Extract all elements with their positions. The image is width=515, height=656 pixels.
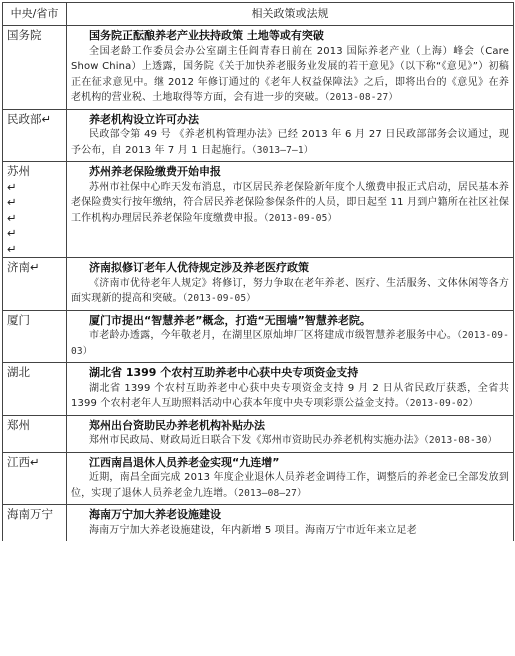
region-cell [3,363,67,416]
policy-text: 郑州市民政局、财政局近日联合下发《郑州市资助民办养老机构实施办法》 [89,435,424,446]
policy-body [71,127,509,158]
table-header-row [3,3,514,26]
region-cell [3,258,67,311]
region-cell [3,162,67,258]
region-label: 民政部↵ [7,111,52,126]
region-cell [3,310,67,363]
policy-cell [67,162,514,258]
region-label: 厦门 [7,312,30,327]
policy-title: 海南万宁加大养老设施建设 [89,508,221,521]
column-header-region: 中央/省市 [3,3,67,26]
policy-title: 养老机构设立许可办法 [89,112,199,126]
policy-cell [67,363,514,416]
policy-date: （3013—7—1） [251,144,314,156]
policy-body [71,44,509,106]
region-label: 海南万宁 [7,507,53,521]
policy-date: （2013—08—27） [233,487,307,499]
policy-cell [67,310,514,363]
table-row [3,363,514,416]
policy-title: 郑州出台资助民办养老机构补贴办法 [89,418,265,432]
region-label: 苏州 ↵ ↵ ↵ ↵ ↵ [7,164,30,256]
policy-text: 市老龄办透露，今年敬老月，在湖里区原灿坤厂区将建成市级智慧养老服务中心。 [89,330,458,341]
table-row [3,162,514,258]
policy-body [71,433,509,449]
policy-text: 全国老龄工作委员会办公室副主任阎青春日前在 2013 国际养老产业（上海）峰会（Care Show China）上透露，国务院《关于加快养老服务业发展的若干意见》（以下称“《意见》”）初稿正在征求意见中。继 2012 年修订通过的《老年人权益保障法》之后，即将出台的《意见》在养老机构的营业税、土地取得等方面，会有进一步的突破。 [71,45,509,103]
policy-title: 苏州养老保险缴费开始申报 [89,165,221,178]
region-label: 江西↵ [7,454,40,469]
policy-text: 湖北省 1399 个农村互助养老中心获中央专项资金支持 9 月 2 日从省民政厅获悉，全省共 1399 个农村老年人互助照料活动中心获本年度中央专项彩票公益金支持。 [71,382,509,409]
region-label: 国务院 [7,28,42,42]
policy-text: 民政部令第 49 号 《养老机构管理办法》已经 2013 年 6 月 27 日民政部部务会议通过，现予公布，自 2013 年 7 月 1 日起施行。 [71,129,509,156]
region-cell [3,452,67,505]
region-cell [3,26,67,110]
region-cell [3,505,67,542]
table-row [3,109,514,162]
column-header-policy: 相关政策或法规 [67,3,514,26]
table-row [3,258,514,311]
policy-table [2,2,514,541]
region-label: 郑州 [7,417,30,432]
table-row [3,26,514,110]
policy-title: 国务院正酝酿养老产业扶持政策 土地等或有突破 [89,29,324,42]
policy-body [71,328,509,359]
policy-cell [67,258,514,311]
policy-text: 苏州市社保中心昨天发布消息，市区居民养老保险新年度个人缴费申报正式启动，居民基本养老保险费实行按年缴纳，符合居民养老保险参保条件的人员，即日起至 11 月到户籍所在社区社保工作机构办理居民养老保险年度缴费申报。 [71,181,509,224]
region-cell [3,415,67,452]
table-row [3,505,514,542]
policy-date: （2013-09-02） [404,398,479,409]
region-label: 济南↵ [7,260,40,274]
region-label: 湖北 [7,365,30,379]
policy-cell [67,109,514,162]
policy-title: 济南拟修订老年人优待规定涉及养老医疗政策 [89,261,309,274]
table-row [3,310,514,363]
policy-cell [67,415,514,452]
policy-date: （2013-08-27） [324,92,398,103]
policy-title: 江西南昌退休人员养老金实现“九连增” [89,455,280,469]
policy-date: （2013-09-05） [263,212,338,224]
policy-text: 《济南市优待老年人规定》将修订，努力争取在老年养老、医疗、生活服务、文体休闲等各方面实现新的提高和突破。 [71,277,509,304]
policy-text: 海南万宁加大养老设施建设，年内新增 5 项目。海南万宁市近年来立足老 [89,524,417,536]
policy-cell [67,26,514,110]
policy-body [71,470,509,501]
policy-date: （2013-09-03） [71,330,509,357]
table-row [3,452,514,505]
policy-date: （2013-09-05） [182,293,256,304]
region-cell [3,109,67,162]
policy-title: 厦门市提出“智慧养老”概念，打造“无围墙”智慧养老院。 [89,313,371,327]
policy-title: 湖北省 1399 个农村互助养老中心获中央专项资金支持 [89,366,359,379]
policy-body [71,381,509,412]
policy-body [71,276,509,307]
policy-body [71,180,509,227]
policy-body [71,523,509,539]
policy-cell [67,452,514,505]
policy-text: 近期，南昌全面完成 2013 年度企业退休人员养老金调待工作，调整后的养老金已全部发放到位，实现了退休人员养老金九连增。 [71,472,509,499]
policy-cell [67,505,514,542]
policy-date: （2013-08-30） [423,435,498,446]
table-row [3,415,514,452]
